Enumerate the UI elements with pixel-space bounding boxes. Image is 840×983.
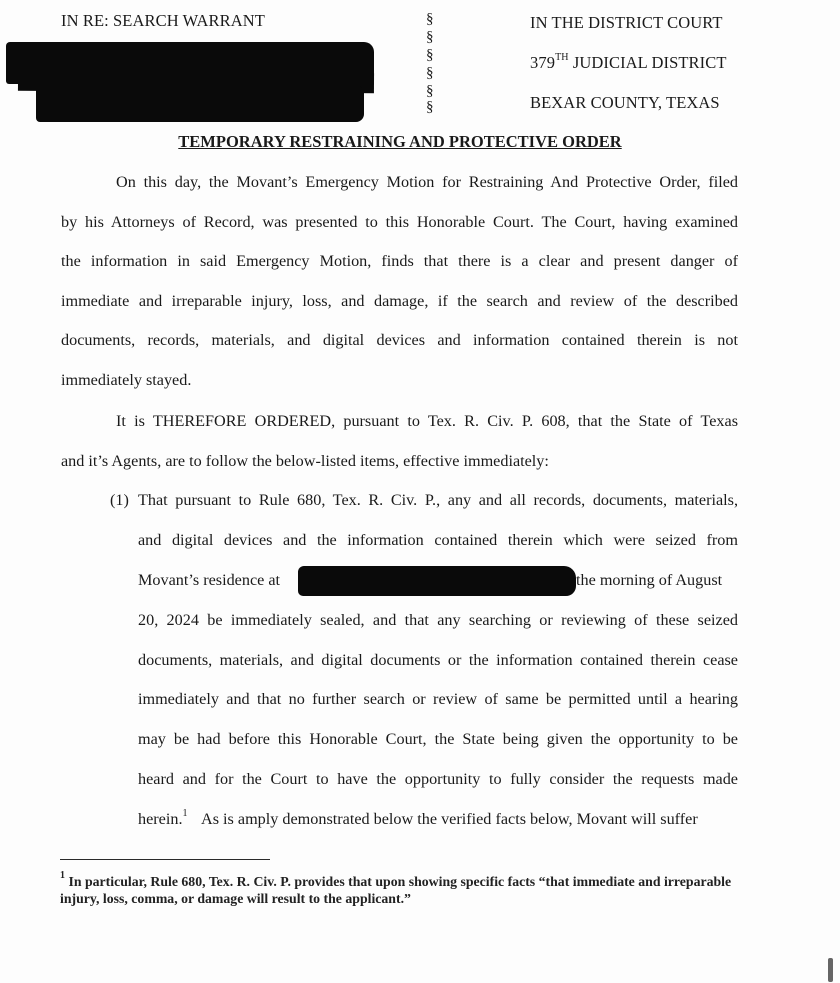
list-item-line: herein.$^1$ [138, 807, 188, 828]
court-name: IN THE DISTRICT COURT [530, 13, 723, 32]
redaction-bar [298, 566, 576, 596]
section-symbol: § [426, 11, 434, 27]
list-item-line: and digital devices and the information contained therein which were seized from [138, 531, 738, 549]
section-symbol: § [426, 47, 434, 63]
section-symbol: § [426, 83, 434, 99]
list-item-line: immediately and that no further search or review of same be permitted until a hearing [138, 690, 738, 708]
redaction-bar [36, 86, 364, 122]
section-symbol: § [426, 29, 434, 45]
list-item-line: may be had before this Honorable Court, the State being given the opportunity to be [138, 730, 738, 748]
paragraph-line: and it’s Agents, are to follow the below-listed items, effective immediately: [61, 452, 549, 470]
judicial-district: 379TH JUDICIAL DISTRICT [530, 51, 727, 72]
list-item-line: heard and for the Court to have the opportunity to fully consider the requests made [138, 770, 738, 788]
paragraph-line: It is THEREFORE ORDERED, pursuant to Tex. R. Civ. P. 608, that the State of Texas [116, 412, 738, 430]
section-symbol: § [426, 99, 434, 115]
list-item-line: That pursuant to Rule 680, Tex. R. Civ. P., any and all records, documents, materials, [138, 491, 738, 509]
list-item-line: 20, 2024 be immediately sealed, and that any searching or reviewing of these seized [138, 611, 738, 629]
section-symbol: § [426, 65, 434, 81]
list-item-line: As is amply demonstrated below the verified facts below, Movant will suffer [201, 810, 698, 828]
county: BEXAR COUNTY, TEXAS [530, 93, 720, 112]
case-caption-left: IN RE: SEARCH WARRANT [61, 11, 265, 30]
document-title: TEMPORARY RESTRAINING AND PROTECTIVE ORDER [178, 132, 622, 151]
paragraph-line: documents, records, materials, and digital devices and information contained therein is not [61, 331, 738, 349]
list-item-line: the morning of August [576, 571, 723, 589]
footnote-reference: 1 [182, 807, 188, 819]
footnote: $^1$ In particular, Rule 680, Tex. R. Civ. P. provides that upon showing specific facts “that immediate and irreparable injury, loss, comma, or damage will result to the applicant.” [60, 870, 732, 906]
paragraph-line: by his Attorneys of Record, was presented to this Honorable Court. The Court, having examined [61, 213, 738, 231]
footnote-marker: 1 [60, 870, 65, 882]
list-number: (1) [110, 491, 129, 509]
footnote-divider [60, 859, 270, 860]
scrollbar-handle[interactable] [828, 958, 833, 982]
paragraph-line: immediate and irreparable injury, loss, and damage, if the search and review of the described [61, 292, 738, 310]
list-item-line: Movant’s residence at [138, 571, 281, 589]
paragraph-line: On this day, the Movant’s Emergency Motion for Restraining And Protective Order, filed [116, 173, 738, 191]
list-item-line: documents, materials, and digital documents or the information contained therein cease [138, 651, 738, 669]
paragraph-line: immediately stayed. [61, 371, 192, 389]
paragraph-line: the information in said Emergency Motion, finds that there is a clear and present danger of [61, 252, 738, 270]
